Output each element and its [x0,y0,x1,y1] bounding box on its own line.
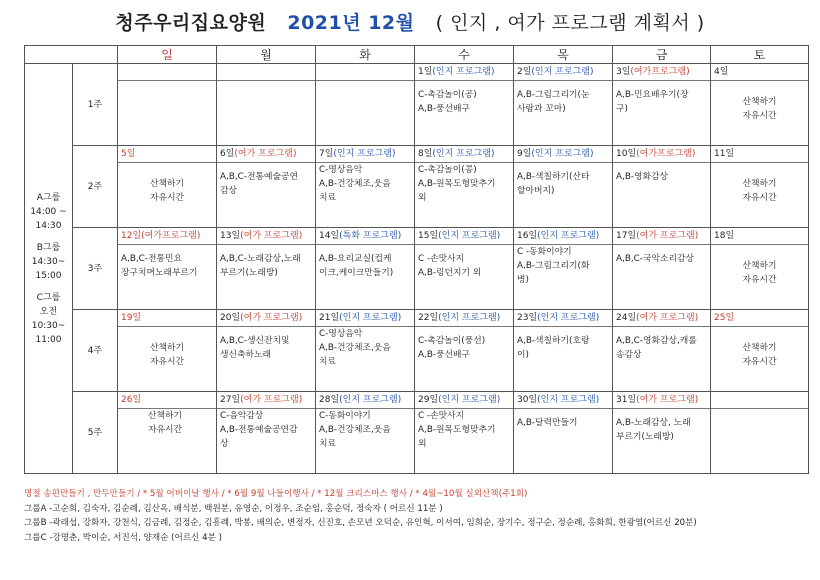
activity-text: A,B,C-영화감상,캐롤 송감상 [616,336,697,360]
week-label: 5주 [73,392,118,474]
day-number: 23일 [517,313,538,323]
day-header [118,310,216,327]
weekday-header-row [25,46,809,64]
day-header [217,64,315,81]
activity-text: 산책하기 자유시간 [150,179,184,203]
day-cell [613,146,711,228]
activity-text: C-음악감상 A,B-전통예술공연감 상 [220,411,298,449]
day-header [514,310,612,327]
day-cell [514,310,613,392]
weekday-header: 화 [316,46,415,64]
week-label: 1주 [73,64,118,146]
program-type: (여가 프로그램) [636,313,699,323]
group-a-members: 그룹A -고순희, 김숙자, 김순례, 김산옥, 배석분, 백원분, 유영순, 이정우, 조순임, 홍순덕, 정숙자 ( 어르신 11분 ) [24,503,443,514]
day-cell [613,228,711,310]
program-type: (인지 프로그램) [432,67,495,77]
weekday-header: 토 [711,46,809,64]
day-number: 11일 [714,149,735,159]
day-header [514,392,612,409]
day-cell [613,64,711,146]
day-cell [613,310,711,392]
program-type: (인지 프로그램) [333,149,396,159]
group-times-column [25,64,73,474]
activity-text: A,B-달력만들기 [517,418,578,428]
activity-text: C -손맛사지 A,B-링던지기 외 [418,254,482,278]
plan-date: 2021년 12월 [287,12,415,34]
day-number: 29일 [418,395,439,405]
day-number: 27일 [220,395,241,405]
day-number: 15일 [418,231,439,241]
program-type: (여가 프로그램) [636,395,699,405]
day-number: 1일 [418,67,433,77]
day-cell [711,228,809,310]
group-c-members: 그룹C -강명춘, 박이순, 서진석, 양재순 (어르신 4분 ) [24,532,223,543]
program-type: (인지 프로그램) [537,395,600,405]
activity-text: A,B-요리교실(컵케 이크,케이크만들기) [319,254,394,278]
day-cell [217,392,316,474]
day-header [316,392,414,409]
group-time: 14:00 ~ 14:30 [30,206,67,231]
notes-section [24,487,814,545]
day-cell [415,146,514,228]
program-type: (여가프로그램) [141,231,201,241]
day-number: 2일 [517,67,532,77]
day-header [118,392,216,409]
day-number: 22일 [418,313,439,323]
program-type: (인지 프로그램) [537,313,600,323]
day-header [711,228,808,245]
program-type: (인지 프로그램) [438,395,501,405]
program-type: (여가 프로그램) [240,313,303,323]
program-type: (인지 프로그램) [432,149,495,159]
week-row [25,310,809,392]
day-cell [514,64,613,146]
day-number: 20일 [220,313,241,323]
day-cell [514,146,613,228]
day-header [118,146,216,163]
day-header [514,228,612,245]
day-cell [316,64,415,146]
day-number: 3일 [616,67,631,77]
weekday-header: 일 [118,46,217,64]
activity-text: C -손맛사지 A,B-원목도형맞추기 외 [418,411,496,449]
day-number: 31일 [616,395,637,405]
day-number: 8일 [418,149,433,159]
day-header [316,228,414,245]
program-type: (여가프로그램) [630,67,690,77]
day-header [613,146,710,163]
weekday-header: 금 [613,46,711,64]
group-time-block [25,191,72,233]
activity-text: 산책하기 자유시간 [742,343,777,367]
program-type: (인지 프로그램) [438,313,501,323]
day-header [217,310,315,327]
day-cell [316,228,415,310]
program-type: (인지 프로그램) [531,149,594,159]
day-number: 10일 [616,149,637,159]
day-header [613,392,710,409]
plan-subtitle: ( 인지 , 여가 프로그램 계획서 ) [435,12,705,34]
activity-text: C-명상음악 A,B-건강체조,웃음 치료 [319,165,391,203]
day-number: 21일 [319,313,340,323]
activity-text: C-동화이야기 A,B-건강체조,웃음 치료 [319,411,391,449]
day-cell [415,310,514,392]
day-header [711,64,808,81]
day-number: 19일 [121,313,142,323]
program-type: (인지 프로그램) [339,395,402,405]
annual-events-note: 명절 송편만들기 , 만두만들기 / * 5월 어버이날 행사 / * 6월 9월 나들이행사 / * 12월 크리스마스 행사 / * 4월~10월 실외산책(주1회) [24,489,528,499]
activity-text: 산책하기 자유시간 [742,261,777,285]
day-cell [118,392,217,474]
day-header [316,146,414,163]
weekday-header: 수 [415,46,514,64]
day-cell [217,310,316,392]
day-cell [316,392,415,474]
weekday-header: 월 [217,46,316,64]
day-header [217,228,315,245]
facility-name: 청주우리집요양원 [115,12,267,34]
day-header [118,228,216,245]
activity-text: C-촉감놀이(콩) A,B-원목도형맞추기 외 [418,165,496,203]
week-row [25,392,809,474]
activity-text: A,B,C-생신잔치및 생신축하노래 [220,336,290,360]
week-label: 4주 [73,310,118,392]
day-number: 26일 [121,395,142,405]
program-type: (인지 프로그램) [531,67,594,77]
day-number: 25일 [714,313,735,323]
day-cell [118,310,217,392]
activity-text: A,B-그림그리기(눈 사람과 꼬마) [517,90,590,114]
day-cell [514,228,613,310]
activity-text: A,B-색칠하기(산타 할아버지) [517,172,590,196]
activity-text: A,B-민요배우기(장 구) [616,90,689,114]
activity-text: 산책하기 자유시간 [742,179,777,203]
day-header [217,392,315,409]
day-header [415,146,513,163]
day-number: 4일 [714,67,729,77]
program-calendar [24,45,809,474]
program-type: (여가 프로그램) [234,149,297,159]
activity-text: A,B-색칠하기(호랑 이) [517,336,590,360]
page-title [0,8,820,35]
activity-text: A,B,C-노래감상,노래 부르기(노래방) [220,254,301,278]
day-header [613,228,710,245]
day-cell [711,392,809,474]
activity-text: A,B,C-전통예술공연 감상 [220,172,298,196]
group-name: C그룹 [36,292,61,303]
day-cell [514,392,613,474]
program-type: (인지 프로그램) [438,231,501,241]
day-cell [415,228,514,310]
weekday-header: 목 [514,46,613,64]
program-type: (특화 프로그램) [339,231,402,241]
activity-text: C -동화이야기 A,B-그림그리기(화 병) [517,247,590,285]
day-cell [118,228,217,310]
day-header [711,146,808,163]
week-label: 3주 [73,228,118,310]
day-cell [415,392,514,474]
day-header [217,146,315,163]
program-type: (여가 프로그램) [636,231,699,241]
activity-text: A,B-노래감상, 노래 부르기(노래방) [616,418,691,442]
day-number: 18일 [714,231,735,241]
day-header [711,310,808,327]
day-cell [613,392,711,474]
activity-text: C-명상음악 A,B-건강체조,웃음 치료 [319,329,391,367]
day-header [118,64,216,81]
activity-text: A,B-영화감상 [616,172,669,182]
day-cell [217,146,316,228]
program-type: (여가프로그램) [636,149,696,159]
day-header [514,64,612,81]
day-cell [711,310,809,392]
week-row [25,228,809,310]
day-cell [316,146,415,228]
week-label: 2주 [73,146,118,228]
day-cell [118,64,217,146]
day-header [316,64,414,81]
week-row [25,64,809,146]
corner-cell [25,46,118,64]
day-number: 30일 [517,395,538,405]
day-number: 6일 [220,149,235,159]
day-number: 24일 [616,313,637,323]
program-type: (여가 프로그램) [240,231,303,241]
program-type: (인지 프로그램) [537,231,600,241]
day-number: 12일 [121,231,142,241]
day-number: 28일 [319,395,340,405]
activity-text: A,B,C-국악소리감상 [616,254,694,264]
day-header [415,228,513,245]
activity-text: 산책하기 자유시간 [742,97,777,121]
day-number: 17일 [616,231,637,241]
day-cell [217,64,316,146]
day-header [415,392,513,409]
day-header [613,64,710,81]
day-header [514,146,612,163]
group-time: 14:30~ 15:00 [31,256,66,281]
group-name: A그룹 [36,192,61,203]
day-cell [711,146,809,228]
day-cell [316,310,415,392]
day-number: 14일 [319,231,340,241]
day-cell [118,146,217,228]
day-number: 7일 [319,149,334,159]
day-number: 16일 [517,231,538,241]
program-type: (여가 프로그램) [240,395,303,405]
activity-text: C-촉감놀이(풍선) A,B-풍선배구 [418,336,486,360]
day-header [415,64,513,81]
day-header [711,392,808,409]
day-header [613,310,710,327]
activity-text: 산책하기 자유시간 [148,411,182,435]
group-time-block [25,241,72,283]
day-number: 5일 [121,149,136,159]
activity-text: 산책하기 자유시간 [150,343,184,367]
group-b-members: 그룹B -곽래섭, 강화자, 강천식, 김금례, 김정순, 김흥례, 박봉, 배의순, 변정자, 신진호, 손모년 오덕순, 유인혁, 이서여, 임희순, 장기수, 정구순, 정순례, 홍화희, 한광염(어르신 20분) [24,518,697,528]
week-row [25,146,809,228]
activity-text: C-촉감놀이(공) A,B-풍선배구 [418,90,477,114]
program-type: (인지 프로그램) [339,313,402,323]
activity-text: A,B,C-전통민요 장구치며노래부르기 [121,254,198,278]
day-cell [711,64,809,146]
day-number: 13일 [220,231,241,241]
group-name: B그룹 [36,242,61,253]
day-cell [415,64,514,146]
day-header [415,310,513,327]
group-time-block [25,291,72,347]
day-number: 9일 [517,149,532,159]
group-time: 오전 10:30~ 11:00 [31,306,66,345]
day-cell [217,228,316,310]
day-header [316,310,414,327]
